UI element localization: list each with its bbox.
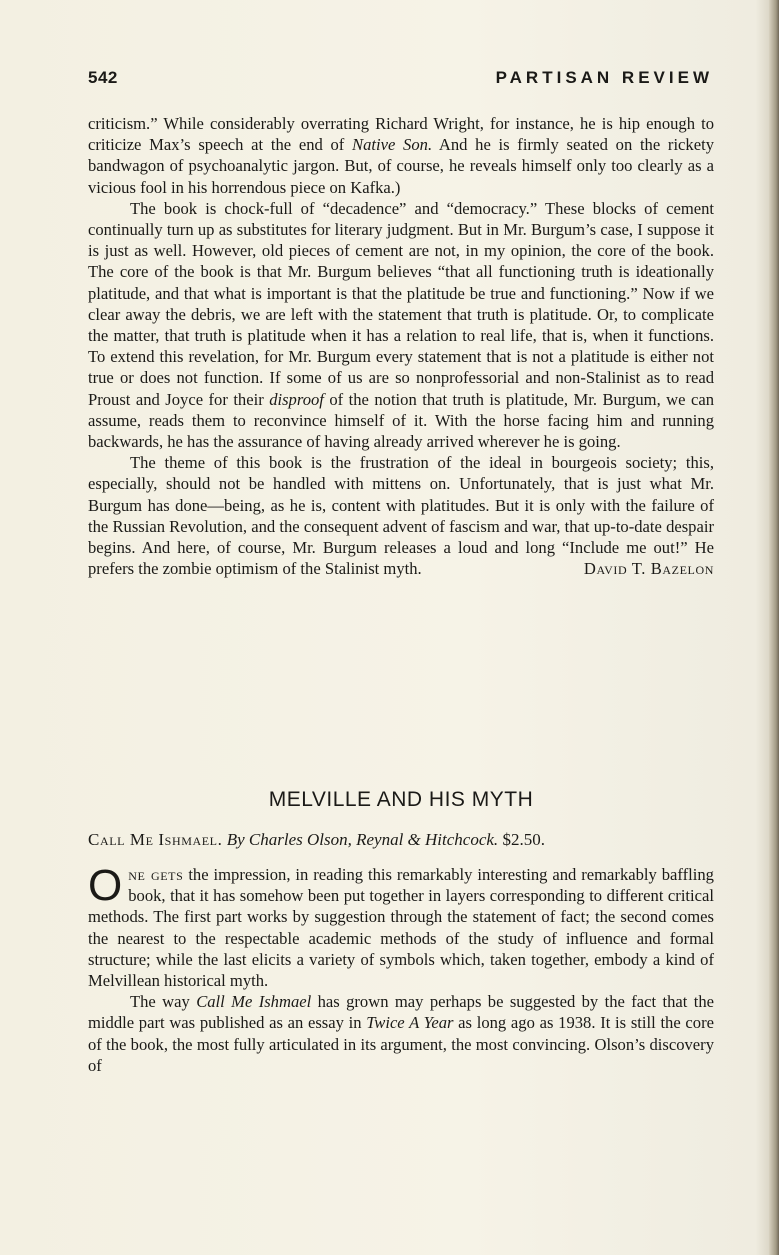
- paragraph: criticism.” While considerably overrating Richard Wright, for instance, he is hip enough to criticize Max’s speech at the end of Native Son. And he is firmly seated on the rickety bandwagon of psychoanalytic jargon. But, of course, he reveals himself only too clearly as a vicious fool in his horrendous piece on Kafka.): [88, 114, 714, 197]
- small-caps-lead: ne gets: [128, 865, 184, 884]
- page-number: 542: [88, 68, 118, 87]
- page-header: [88, 68, 713, 94]
- previous-review-text: [88, 113, 714, 579]
- book-citation: [88, 830, 714, 850]
- italic-emphasis: disproof: [269, 389, 324, 409]
- review-body-text: [88, 861, 714, 1076]
- paragraph: The way Call Me Ishmael has grown may perhaps be suggested by the fact that the middle part was published as an essay in Twice A Year as long ago as 1938. It is still the core of the book, the most fully articulated in its argument, the most convincing. Olson’s discovery of: [88, 992, 714, 1075]
- book-price: $2.50.: [502, 830, 545, 849]
- reviewer-signature: David T. Bazelon: [583, 559, 714, 579]
- italic-title: Twice A Year: [366, 1013, 454, 1033]
- running-head: PARTISAN REVIEW: [495, 68, 713, 87]
- book-title: Call Me Ishmael.: [88, 830, 223, 849]
- paragraph: One gets the impression, in reading this remarkably interesting and remarkably baffling book, that it has somehow been put together in layers corresponding to different critical methods. The first part works by suggestion through the statement of fact; the second comes the nearest to the respectable academic methods of the study of influence and formal structure; while the last elicits a variety of symbols which, taken together, embody a kind of Melvillean historical myth.: [88, 861, 714, 991]
- italic-title: Native Son.: [352, 135, 433, 155]
- page-edge-shadow: [769, 0, 779, 1255]
- review-title: MELVILLE AND HIS MYTH: [268, 788, 534, 811]
- italic-title: Call Me Ishmael: [196, 992, 312, 1012]
- book-author-publisher: By Charles Olson, Reynal & Hitchcock.: [226, 830, 499, 849]
- paragraph: The book is chock-full of “decadence” and “democracy.” These blocks of cement continually turn up as substitutes for literary judgment. But in Mr. Burgum’s case, I suppose it is just as well. However, old pieces of cement are not, in my opinion, the core of the book. The core of the book is that Mr. Burgum believes “that all functioning truth is ideationally platitude, and that what is important is that the platitude be true and functioning.” Now if we clear away the debris, we are left with the statement that truth is platitude. Or, to complicate the matter, that truth is platitude when it has a relation to real life, that is, when it functions. To extend this revelation, for Mr. Burgum every statement that is not a platitude is either not true or does not function. If some of us are so nonprofessorial and non-Stalinist as to read Proust and Joyce for their disproof of the notion that truth is platitude, Mr. Burgum, we can assume, reads them to reconvince himself of it. With the horse facing him and running backwards, he has the assurance of having already arrived wherever he is going.: [88, 198, 715, 452]
- drop-cap: O: [88, 861, 123, 910]
- paragraph: The theme of this book is the frustration of the ideal in bourgeois society; this, especially, should not be handled with mittens on. Unfortunately, that is just what Mr. Burgum has done—being, as he is, content with platitudes. But it is only with the failure of the Russian Revolution, and the consequent advent of fascism and war, that up-to-date despair begins. And here, of course, Mr. Burgum releases a loud and long “Include me out!” He prefers the zombie optimism of the Stalinist myth. David T. Bazelon: [88, 453, 714, 579]
